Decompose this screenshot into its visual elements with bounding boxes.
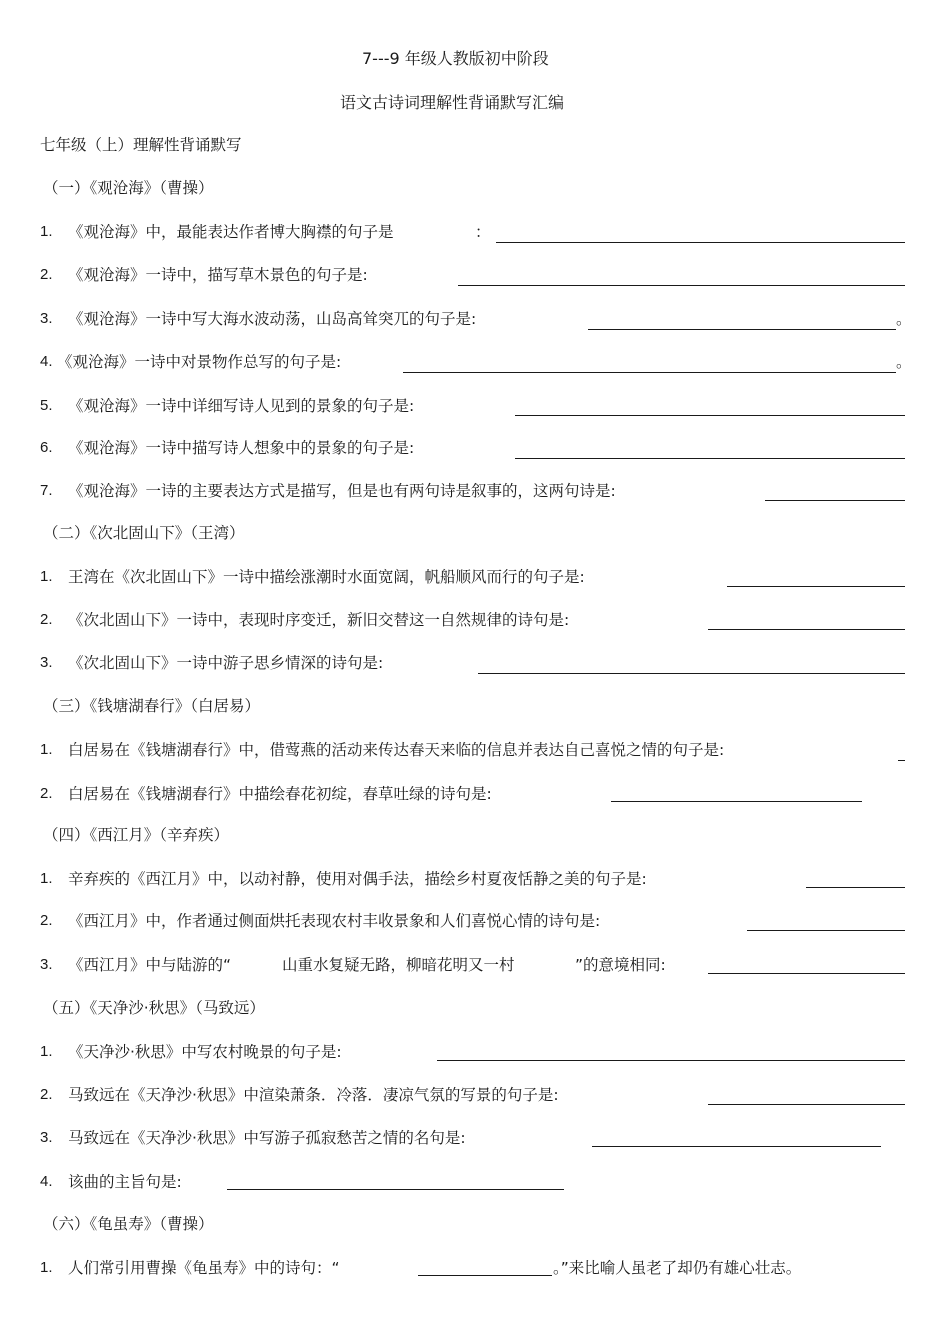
section-heading: （五）《天净沙·秋思》（马致远） [43,999,265,1017]
question-number: 1. [40,568,53,585]
question-text: 《观沧海》一诗中写大海水波动荡，山岛高耸突兀的句子是: [68,310,477,328]
answer-blank[interactable] [611,801,862,802]
answer-blank[interactable] [708,629,905,630]
question-number: 6. [40,439,53,456]
question-number: 2. [40,266,53,283]
answer-blank[interactable] [418,1275,552,1276]
question-text: 《西江月》中与陆游的“ [68,956,232,974]
answer-blank[interactable] [437,1060,905,1061]
question-number: 3. [40,654,53,671]
question-text-tail: 。”来比喻人虽老了却仍有雄心壮志。 [553,1259,802,1277]
answer-blank[interactable] [747,930,905,931]
question-number: 1. [40,223,53,240]
question-text: 王湾在《次北固山下》一诗中描绘涨潮时水面宽阔，帆船顺风而行的句子是: [68,568,585,586]
section-heading: （一）《观沧海》（曹操） [43,179,214,197]
answer-blank[interactable] [496,242,905,243]
question-text: 《天净沙·秋思》中写农村晚景的句子是: [68,1043,342,1061]
question-text: 马致远在《天净沙·秋思》中写游子孤寂愁苦之情的名句是: [68,1129,466,1147]
answer-blank[interactable] [898,760,905,761]
question-number: 4. [40,353,53,370]
question-colon: ： [475,223,491,241]
question-text: 《观沧海》一诗中对景物作总写的句子是: [57,353,342,371]
question-number: 2. [40,912,53,929]
question-text: 《次北固山下》一诗中，表现时序变迁，新旧交替这一自然规律的诗句是: [68,611,570,629]
question-number: 7. [40,482,53,499]
question-end-mark: 。 [896,310,912,328]
answer-blank[interactable] [588,329,896,330]
question-text: 人们常引用曹操《龟虽寿》中的诗句：“ [68,1259,340,1277]
question-text: 白居易在《钱塘湖春行》中，借莺燕的活动来传达春天来临的信息并表达自己喜悦之情的句子是: [68,741,725,759]
answer-blank[interactable] [708,973,905,974]
question-number: 5. [40,397,53,414]
question-number: 2. [40,611,53,628]
section-heading: （四）《西江月》（辛弃疾） [43,826,230,844]
question-text: 《观沧海》一诗中，描写草木景色的句子是: [68,266,368,284]
question-text-tail: ”的意境相同: [575,956,666,974]
answer-blank[interactable] [806,887,905,888]
answer-blank[interactable] [765,500,905,501]
question-number: 2. [40,785,53,802]
question-number: 1. [40,870,53,887]
answer-blank[interactable] [478,673,905,674]
question-number: 1. [40,1259,53,1276]
question-end-mark: 。 [896,353,912,371]
answer-blank[interactable] [708,1104,905,1105]
answer-blank[interactable] [515,458,905,459]
question-number: 3. [40,310,53,327]
section-heading: （二）《次北固山下》（王湾） [43,524,245,542]
question-number: 4. [40,1173,53,1190]
question-text: 马致远在《天净沙·秋思》中渲染萧条．冷落．凄凉气氛的写景的句子是: [68,1086,559,1104]
doc-title-line1: 7---9 年级人教版初中阶段 [362,49,549,68]
question-number: 1. [40,741,53,758]
question-text: 白居易在《钱塘湖春行》中描绘春花初绽，春草吐绿的诗句是: [68,785,492,803]
answer-blank[interactable] [515,415,905,416]
question-text: 《次北固山下》一诗中游子思乡情深的诗句是: [68,654,384,672]
question-text: 《观沧海》一诗中详细写诗人见到的景象的句子是: [68,397,415,415]
answer-blank[interactable] [403,372,896,373]
answer-blank[interactable] [227,1189,564,1190]
question-text: 《观沧海》一诗的主要表达方式是描写，但是也有两句诗是叙事的，这两句诗是: [68,482,616,500]
grade-heading: 七年级（上）理解性背诵默写 [40,136,242,154]
question-number: 3. [40,956,53,973]
answer-blank[interactable] [458,285,905,286]
section-heading: （六）《龟虽寿》（曹操） [43,1215,214,1233]
quoted-verse: 山重水复疑无路，柳暗花明又一村 [282,956,515,974]
question-number: 3. [40,1129,53,1146]
section-heading: （三）《钱塘湖春行》（白居易） [43,697,261,715]
question-text: 《观沧海》一诗中描写诗人想象中的景象的句子是: [68,439,415,457]
question-text: 辛弃疾的《西江月》中，以动衬静，使用对偶手法，描绘乡村夏夜恬静之美的句子是: [68,870,647,888]
question-text: 《观沧海》中，最能表达作者博大胸襟的句子是 [68,223,394,241]
question-text: 该曲的主旨句是: [68,1173,182,1191]
question-number: 2. [40,1086,53,1103]
doc-title-line2: 语文古诗词理解性背诵默写汇编 [340,93,565,112]
answer-blank[interactable] [727,586,905,587]
question-text: 《西江月》中，作者通过侧面烘托表现农村丰收景象和人们喜悦心情的诗句是: [68,912,601,930]
question-number: 1. [40,1043,53,1060]
answer-blank[interactable] [592,1146,881,1147]
